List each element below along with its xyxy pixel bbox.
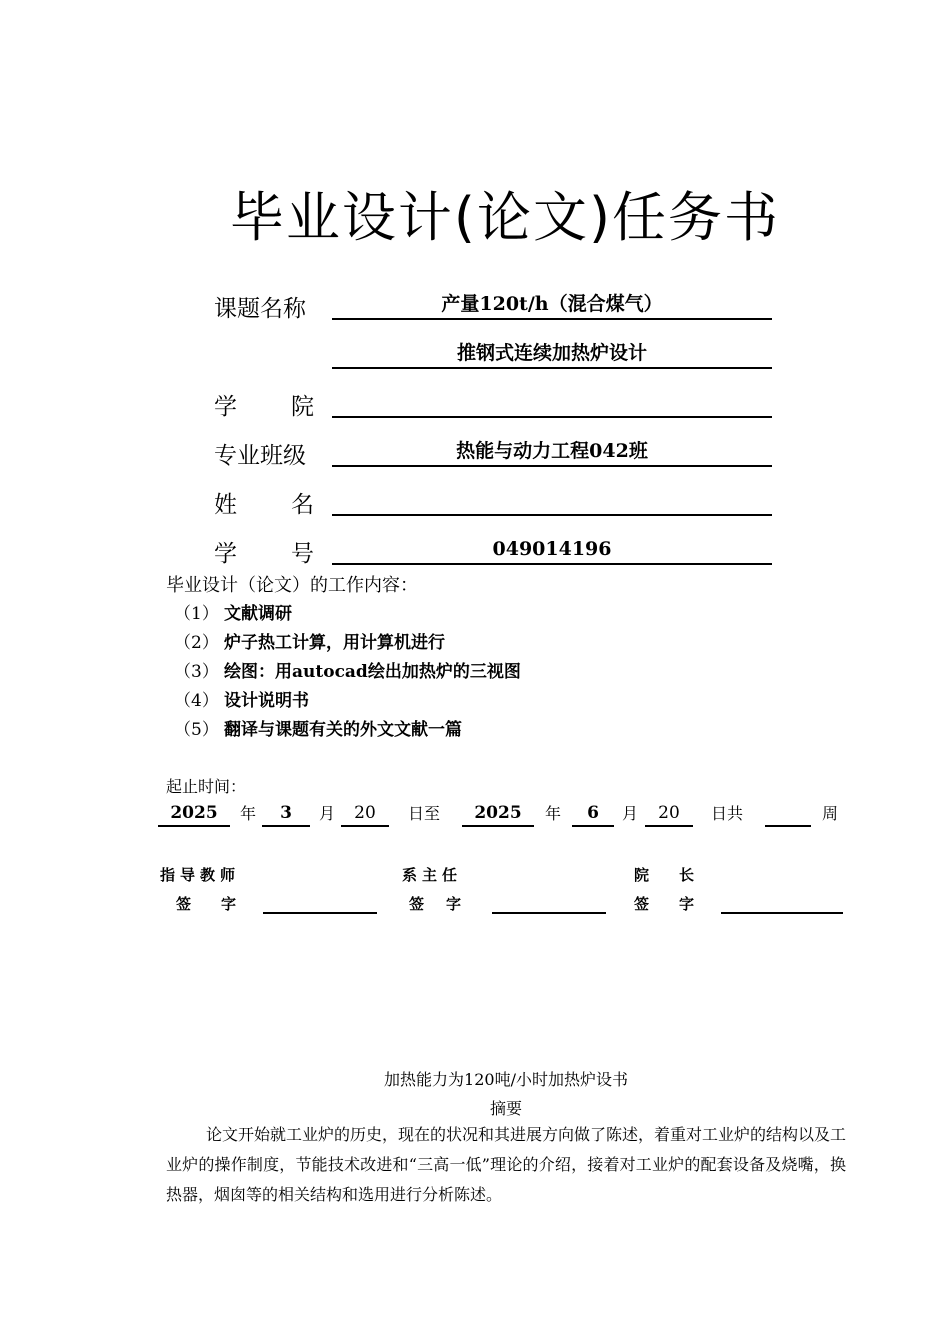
sign-char: 字 bbox=[220, 895, 236, 913]
item-text: 绘图：用autocad绘出加热炉的三视图 bbox=[224, 662, 521, 682]
to-text: 日至 bbox=[408, 804, 441, 823]
work-content-item bbox=[174, 715, 462, 740]
end-month-field[interactable]: 6 bbox=[572, 801, 614, 827]
year-unit: 年 bbox=[545, 804, 562, 823]
item-number: （3） bbox=[174, 662, 219, 682]
item-text: 翻译与课题有关的外文文献一篇 bbox=[224, 720, 462, 740]
dean-label bbox=[634, 864, 694, 885]
end-year-field[interactable]: 2025 bbox=[462, 801, 534, 827]
name-label-char: 姓 bbox=[214, 492, 237, 518]
college-label-char: 院 bbox=[291, 394, 314, 420]
item-text: 炉子热工计算，用计算机进行 bbox=[224, 633, 445, 653]
work-content-item bbox=[174, 599, 292, 624]
sign-char: 签 bbox=[176, 895, 192, 913]
student-id-field[interactable]: 049014196 bbox=[332, 535, 772, 565]
dean-sign-label bbox=[634, 893, 694, 914]
work-content-item bbox=[174, 628, 445, 653]
college-label bbox=[214, 388, 314, 421]
advisor-label: 指导教师 bbox=[160, 866, 241, 884]
item-text: 设计说明书 bbox=[224, 691, 309, 711]
major-label: 专业班级 bbox=[214, 443, 306, 469]
page-title: 毕业设计(论文)任务书 bbox=[229, 186, 781, 249]
dean-label-text bbox=[634, 864, 694, 885]
student-id-label-char: 号 bbox=[291, 541, 314, 567]
work-content-item bbox=[174, 657, 521, 682]
sign-char: 签 bbox=[409, 895, 425, 913]
topic-field-line1[interactable]: 产量120t/h（混合煤气） bbox=[332, 290, 772, 320]
sign-char: 签 bbox=[634, 895, 650, 913]
name-field[interactable] bbox=[332, 486, 772, 516]
abstract-title: 摘要 bbox=[489, 1099, 522, 1118]
year-unit: 年 bbox=[240, 804, 257, 823]
topic-label: 课题名称 bbox=[214, 296, 306, 322]
director-label: 系主任 bbox=[402, 866, 463, 884]
start-year-field[interactable]: 2025 bbox=[158, 801, 230, 827]
month-unit: 月 bbox=[622, 804, 639, 823]
dean-signature-line[interactable] bbox=[721, 910, 843, 914]
dean-label-char: 院 bbox=[634, 866, 650, 884]
name-label-char: 名 bbox=[291, 492, 314, 518]
advisor-sign-label bbox=[176, 893, 236, 914]
advisor-signature-line[interactable] bbox=[263, 910, 377, 914]
total-text: 日共 bbox=[711, 804, 744, 823]
start-day-field[interactable]: 20 bbox=[341, 801, 389, 827]
college-label-char: 学 bbox=[214, 394, 237, 420]
abstract-body: 论文开始就工业炉的历史，现在的状况和其进展方向做了陈述，着重对工业炉的结构以及工业炉的操作制度，节能技术改进和“三高一低”理论的介绍，接着对工业炉的配套设备及烧嘴，换热器，烟囱等的相关结构和选用进行分析陈述。 bbox=[166, 1125, 847, 1204]
dean-label-char: 长 bbox=[678, 866, 694, 884]
name-label bbox=[214, 486, 314, 519]
dates-label: 起止时间： bbox=[166, 777, 247, 796]
sign-char: 字 bbox=[445, 895, 461, 913]
director-signature-line[interactable] bbox=[492, 910, 606, 914]
sign-char: 字 bbox=[678, 895, 694, 913]
week-unit: 周 bbox=[822, 804, 839, 823]
end-day-field[interactable]: 20 bbox=[645, 801, 693, 827]
item-number: （1） bbox=[174, 604, 219, 624]
college-field[interactable] bbox=[332, 388, 772, 418]
student-id-label-char: 学 bbox=[214, 541, 237, 567]
director-sign-label bbox=[409, 893, 461, 914]
abstract-heading: 加热能力为120吨/小时加热炉设书 bbox=[384, 1070, 628, 1089]
work-content-title: 毕业设计（论文）的工作内容： bbox=[166, 575, 418, 596]
work-content-item bbox=[174, 686, 309, 711]
item-number: （4） bbox=[174, 691, 219, 711]
major-field[interactable]: 热能与动力工程042班 bbox=[332, 437, 772, 467]
item-number: （5） bbox=[174, 720, 219, 740]
start-month-field[interactable]: 3 bbox=[262, 801, 310, 827]
weeks-field[interactable] bbox=[765, 801, 811, 827]
month-unit: 月 bbox=[319, 804, 336, 823]
item-number: （2） bbox=[174, 633, 219, 653]
topic-field-line2[interactable]: 推钢式连续加热炉设计 bbox=[332, 339, 772, 369]
student-id-label bbox=[214, 535, 314, 568]
item-text: 文献调研 bbox=[224, 604, 292, 624]
